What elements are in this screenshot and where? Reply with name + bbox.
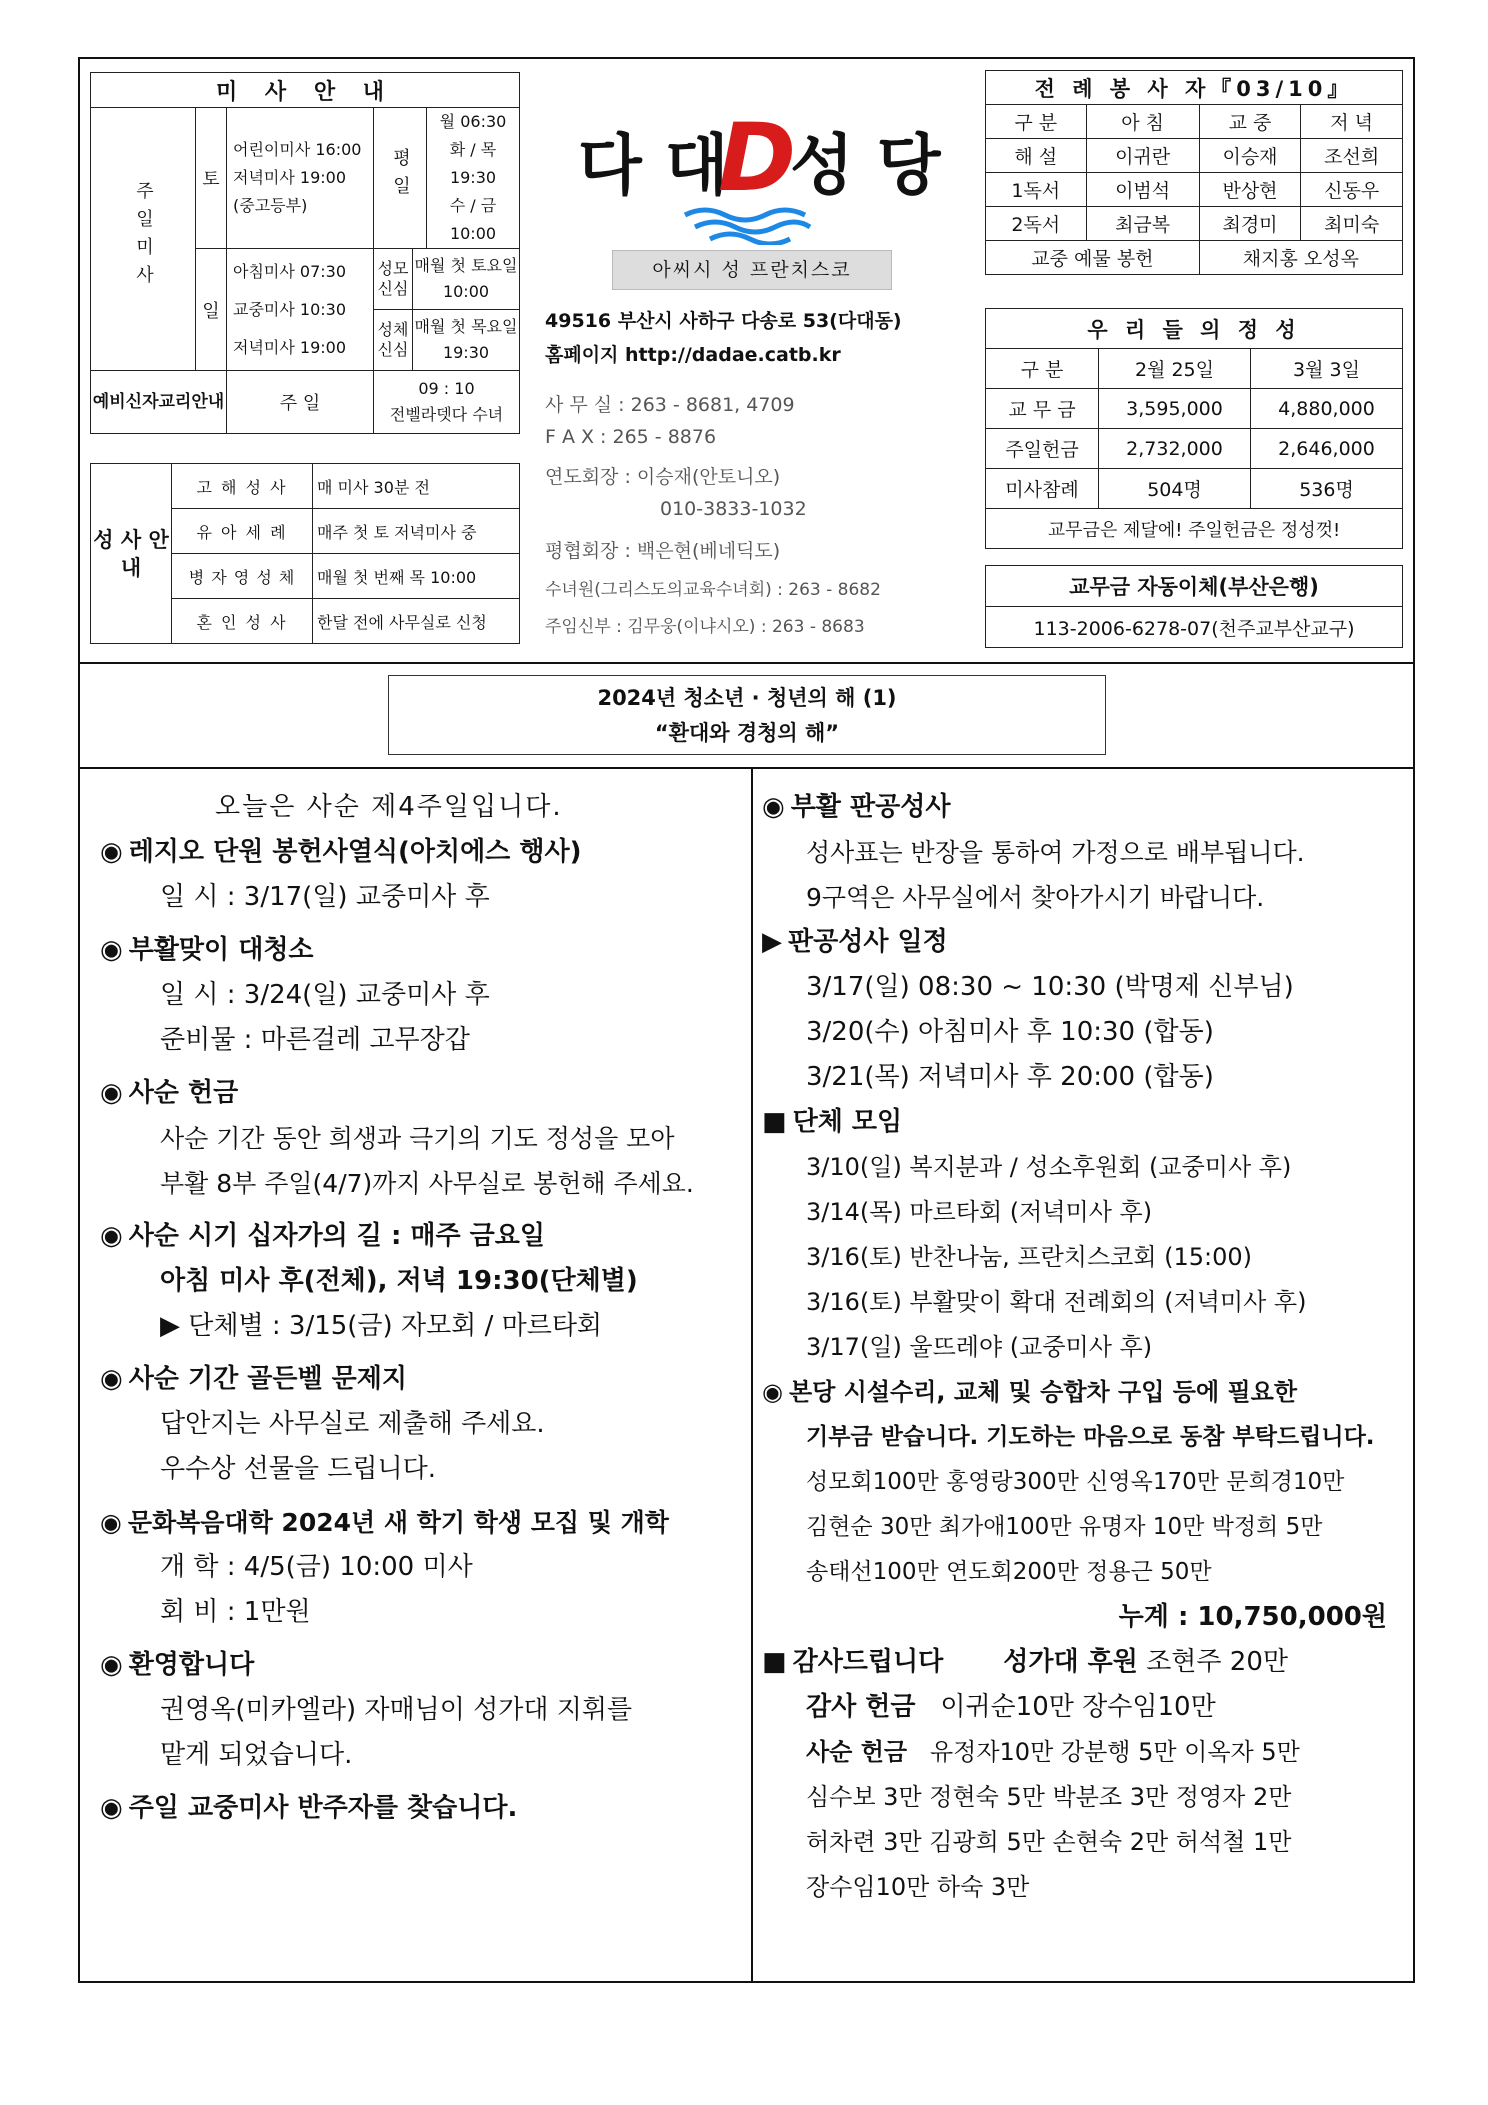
sacrament-value: 매주 첫 토 저녁미사 중 — [313, 509, 520, 554]
autopay-table — [985, 565, 1403, 648]
pastor: 주임신부 : 김무웅(이냐시오) : 263 - 8683 — [545, 617, 865, 637]
notice-line: 맡게 되었습니다. — [160, 1740, 353, 1770]
eucharist-label: 성체신심 — [374, 310, 413, 371]
notice-line: 3/20(수) 아침미사 후 10:30 (합동) — [806, 1017, 1214, 1047]
banner-line-2: “환대와 경청의 해” — [654, 721, 840, 745]
sunday-times: 아침미사 07:30 교중미사 10:30 저녁미사 19:00 — [227, 249, 374, 371]
notice-line: ▶ 단체별 : 3/15(금) 자모회 / 마르타회 — [160, 1311, 603, 1341]
notice-line: 아침 미사 후(전체), 저녁 19:30(단체별) — [160, 1266, 638, 1296]
ministry-cell: 신동우 — [1301, 173, 1403, 207]
ministry-cell: 해 설 — [986, 139, 1087, 173]
ministry-cell: 반상현 — [1199, 173, 1301, 207]
notice-line: 9구역은 사무실에서 찾아가시기 바랍니다. — [806, 883, 1265, 912]
finance-header: 2월 25일 — [1099, 349, 1251, 389]
notice-line: 답안지는 사무실로 제출해 주세요. — [160, 1409, 545, 1439]
donor-line: 김현순 30만 최가애100만 유명자 10만 박정희 5만 — [806, 1514, 1323, 1540]
notice-title: ◉ 레지오 단원 봉헌사열식(아치에스 행사) — [100, 837, 582, 867]
finance-cell: 3,595,000 — [1099, 389, 1251, 429]
president-phone: 010-3833-1032 — [660, 498, 807, 520]
church-name-right: 성 당 — [790, 127, 941, 204]
notice-line: 일 시 : 3/17(일) 교중미사 후 — [160, 882, 490, 912]
finance-cell: 536명 — [1251, 469, 1403, 509]
notice-title: ◉ 부활맞이 대청소 — [100, 935, 314, 965]
sacrament-name: 병 자 영 성 체 — [172, 554, 313, 599]
sacrament-title: 성 사 안 내 — [91, 464, 172, 644]
notice-line: 3/14(목) 마르타회 (저녁미사 후) — [806, 1198, 1153, 1226]
finance-header: 구 분 — [986, 349, 1099, 389]
notice-title-cont: 기부금 받습니다. 기도하는 마음으로 동참 부탁드립니다. — [806, 1424, 1375, 1450]
autopay-title: 교무금 자동이체(부산은행) — [986, 566, 1403, 607]
mass-guide-title: 미 사 안 내 — [91, 73, 520, 108]
saturday-label: 토 — [196, 108, 227, 249]
address: 49516 부산시 사하구 다송로 53(다대동) — [545, 310, 902, 332]
notice-line: 3/17(일) 울뜨레야 (교중미사 후) — [806, 1333, 1153, 1361]
church-name-left: 다 대 — [578, 127, 729, 204]
notice-title: ◉ 본당 시설수리, 교체 및 승합차 구입 등에 필요한 — [762, 1378, 1298, 1406]
autopay-account: 113-2006-6278-07(천주교부산교구) — [986, 607, 1403, 648]
finance-table — [985, 308, 1403, 549]
homepage-link[interactable]: 홈페이지 http://dadae.catb.kr — [545, 344, 841, 366]
sacred-heart-label: 성모신심 — [374, 249, 413, 310]
ministry-header: 구 분 — [986, 105, 1087, 139]
thanks-line: 허차련 3만 김광희 5만 손현숙 2만 허석철 1만 — [806, 1828, 1292, 1856]
intro: 오늘은 사순 제4주일입니다. — [215, 792, 563, 822]
sunday-label: 일 — [196, 249, 227, 371]
eucharist-value: 매월 첫 목요일 19:30 — [414, 317, 518, 362]
banner-divider — [78, 767, 1415, 769]
thanks-line: 사순 헌금 유정자10만 강분행 5만 이옥자 5만 — [806, 1738, 1300, 1766]
president: 연도회장 : 이승재(안토니오) — [545, 466, 781, 488]
wave-logo-icon — [680, 205, 820, 245]
notice-line: 일 시 : 3/24(일) 교중미사 후 — [160, 980, 490, 1010]
sacrament-value: 한달 전에 사무실로 신청 — [313, 599, 520, 644]
thanks-title-row: ■ 감사드립니다 성가대 후원 조현주 20만 — [762, 1647, 1289, 1677]
ministry-header: 아 침 — [1086, 105, 1199, 139]
ministry-cell: 최금복 — [1086, 207, 1199, 241]
weekday-times: 월 06:30 화 / 목 19:30 수 / 금 10:00 — [427, 108, 520, 249]
catechumen-day: 주 일 — [227, 371, 374, 434]
finance-cell: 2,732,000 — [1099, 429, 1251, 469]
notice-title: ◉ 사순 기간 골든벨 문제지 — [100, 1364, 408, 1394]
catechumen-value: 09 : 10 전벨라뎃다 수녀 — [374, 371, 520, 434]
column-divider — [751, 767, 753, 1983]
sacred-heart-value: 매월 첫 토요일 10:00 — [413, 249, 520, 310]
mass-guide-table — [90, 72, 520, 434]
notice-line: 3/16(토) 반찬나눔, 프란치스코회 (15:00) — [806, 1243, 1253, 1271]
finance-cell: 2,646,000 — [1251, 429, 1403, 469]
notice-title: ■ 단체 모임 — [762, 1107, 903, 1137]
fax-number: F A X : 265 - 8876 — [545, 426, 717, 448]
sacrament-value: 매월 첫 번째 목 10:00 — [313, 554, 520, 599]
thanks-line: 장수임10만 하숙 3만 — [806, 1873, 1030, 1901]
donation-total: 누계 : 10,750,000원 — [1118, 1602, 1387, 1632]
notice-line: 부활 8부 주일(4/7)까지 사무실로 봉헌해 주세요. — [160, 1169, 694, 1198]
devotion-cells — [374, 249, 520, 371]
notice-line: 사순 기간 동안 희생과 극기의 기도 정성을 모아 — [160, 1124, 675, 1153]
notice-line: 성사표는 반장을 통하여 가정으로 배부됩니다. — [806, 838, 1305, 867]
notice-line: 우수상 선물을 드립니다. — [160, 1454, 436, 1484]
weekday-label: 평일 — [374, 108, 427, 249]
theme-banner — [388, 675, 1106, 755]
council-president: 평협회장 : 백은현(베네딕도) — [545, 540, 781, 562]
ministry-cell: 이귀란 — [1086, 139, 1199, 173]
ministry-cell: 2독서 — [986, 207, 1087, 241]
notice-line: 3/17(일) 08:30 ~ 10:30 (박명제 신부님) — [806, 972, 1294, 1002]
thanks-line: 심수보 3만 정현숙 5만 박분조 3만 정영자 2만 — [806, 1783, 1292, 1811]
banner-line-1: 2024년 청소년 · 청년의 해 (1) — [597, 686, 897, 710]
saturday-times: 어린이미사 16:00 저녁미사 19:00 (중고등부) — [227, 108, 374, 249]
ministry-title: 전 례 봉 사 자『03/10』 — [986, 71, 1403, 105]
ministry-cell: 이범석 — [1086, 173, 1199, 207]
notice-title: ◉ 문화복음대학 2024년 새 학기 학생 모집 및 개학 — [100, 1508, 669, 1537]
finance-cell: 504명 — [1099, 469, 1251, 509]
sacrament-table — [90, 463, 520, 644]
offering-label: 교중 예물 봉헌 — [986, 241, 1200, 275]
notice-title: ◉ 사순 시기 십자가의 길 : 매주 금요일 — [100, 1221, 546, 1251]
finance-cell: 미사참례 — [986, 469, 1099, 509]
notice-title: ◉ 부활 판공성사 — [762, 792, 951, 822]
sunday-mass-label: 주일미사 — [91, 108, 196, 371]
notice-line: 개 학 : 4/5(금) 10:00 미사 — [160, 1552, 473, 1582]
ministry-header: 저 녁 — [1301, 105, 1403, 139]
sacrament-name: 혼 인 성 사 — [172, 599, 313, 644]
notice-title: ▶ 판공성사 일정 — [762, 927, 948, 957]
header-divider — [78, 662, 1415, 664]
finance-header: 3월 3일 — [1251, 349, 1403, 389]
logo-d-mark: D — [718, 104, 797, 213]
notice-title: ◉ 환영합니다 — [100, 1650, 255, 1680]
sacrament-value: 매 미사 30분 전 — [313, 464, 520, 509]
office-phone: 사 무 실 : 263 - 8681, 4709 — [545, 394, 795, 416]
finance-note: 교무금은 제달에! 주일헌금은 정성껏! — [986, 509, 1403, 549]
notice-line: 3/21(목) 저녁미사 후 20:00 (합동) — [806, 1062, 1214, 1092]
ministry-cell: 최경미 — [1199, 207, 1301, 241]
finance-cell: 4,880,000 — [1251, 389, 1403, 429]
ministry-cell: 이승재 — [1199, 139, 1301, 173]
left-column — [100, 785, 740, 1831]
finance-title: 우 리 들 의 정 성 — [986, 309, 1403, 349]
notice-line: 회 비 : 1만원 — [160, 1597, 311, 1627]
notice-title: ◉ 사순 헌금 — [100, 1078, 239, 1108]
notice-title: ◉ 주일 교중미사 반주자를 찾습니다. — [100, 1793, 518, 1823]
offering-value: 채지홍 오성옥 — [1199, 241, 1402, 275]
patron-saint: 아씨시 성 프란치스코 — [612, 250, 892, 290]
convent: 수녀원(그리스도의교육수녀회) : 263 - 8682 — [545, 580, 881, 600]
ministry-header: 교 중 — [1199, 105, 1301, 139]
thanks-line: 감사 헌금 이귀순10만 장수임10만 — [806, 1692, 1216, 1722]
finance-cell: 주일헌금 — [986, 429, 1099, 469]
catechumen-label: 예비신자교리안내 — [91, 371, 227, 434]
sacrament-name: 유 아 세 례 — [172, 509, 313, 554]
ministry-table — [985, 70, 1403, 275]
notice-line: 3/16(토) 부활맞이 확대 전례회의 (저녁미사 후) — [806, 1288, 1307, 1316]
sacrament-name: 고 해 성 사 — [172, 464, 313, 509]
donor-line: 성모회100만 홍영랑300만 신영옥170만 문희경10만 — [806, 1469, 1345, 1495]
donor-line: 송태선100만 연도회200만 정용근 50만 — [806, 1559, 1212, 1585]
notice-line: 권영옥(미카엘라) 자매님이 성가대 지휘를 — [160, 1695, 633, 1725]
finance-cell: 교 무 금 — [986, 389, 1099, 429]
ministry-cell: 1독서 — [986, 173, 1087, 207]
ministry-cell: 최미숙 — [1301, 207, 1403, 241]
notice-line: 준비물 : 마른걸레 고무장갑 — [160, 1025, 470, 1055]
ministry-cell: 조선희 — [1301, 139, 1403, 173]
right-column — [762, 785, 1412, 1910]
notice-line: 3/10(일) 복지분과 / 성소후원회 (교중미사 후) — [806, 1153, 1292, 1181]
